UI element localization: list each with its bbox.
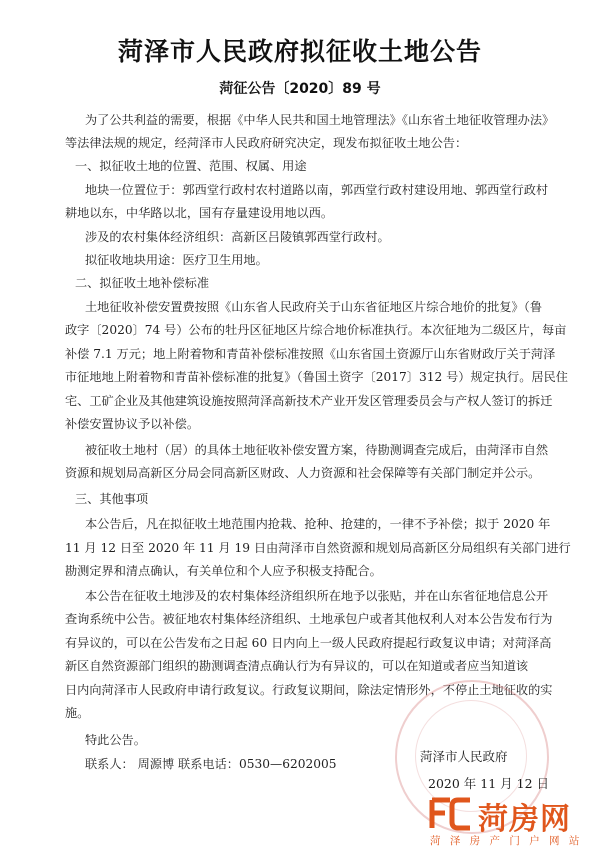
body-line: 新区自然资源部门组织的勘测调查清点确认行为有异议的，可以在知道或者应当知道该 xyxy=(65,659,529,673)
body-line: 耕地以东，中华路以北，国有存量建设用地以西。 xyxy=(65,206,334,220)
body-line: 11 月 12 日至 2020 年 11 月 19 日由菏泽市自然资源和规划局高新区分局组织有关部门进行 xyxy=(65,541,571,555)
issuing-authority: 菏泽市人民政府 xyxy=(420,749,508,764)
body-line: 政字〔2020〕74 号）公布的牡丹区征地区片综合地价标准执行。本次征地为二级区片，每亩 xyxy=(65,323,567,337)
body-line: 本公告在征收土地涉及的农村集体经济组织所在地予以张贴，并在山东省征地信息公开 xyxy=(85,589,549,603)
body-line: 施。 xyxy=(65,706,90,720)
body-line: 日内向菏泽市人民政府申请行政复议。行政复议期间，除法定情形外，不停止土地征收的实 xyxy=(65,683,553,697)
contact-line: 联系人： 周源博 联系电话：0530—6202005 xyxy=(85,757,337,771)
body-line: 土地征收补偿安置费按照《山东省人民政府关于山东省征地区片综合地价的批复》（鲁 xyxy=(85,300,543,314)
body-line: 等法律法规的规定，经菏泽市人民政府研究决定，现发布拟征收土地公告： xyxy=(65,136,468,150)
closing-line: 特此公告。 xyxy=(85,733,146,747)
body-line: 被征收土地村（居）的具体土地征收补偿安置方案，待勘测调查完成后，由菏泽市自然 xyxy=(85,443,549,457)
body-line: 补偿 7.1 万元；地上附着物和青苗补偿标准按照《山东省国土资源厅山东省财政厅关于菏泽 xyxy=(65,347,556,361)
body-line: 为了公共利益的需要，根据《中华人民共和国土地管理法》《山东省土地征收管理办法》 xyxy=(85,113,555,127)
body-line: 有异议的，可以在公告发布之日起 60 日内向上一级人民政府提起行政复议申请；对菏泽高 xyxy=(65,636,552,650)
body-line: 涉及的农村集体经济组织：高新区吕陵镇郭西堂行政村。 xyxy=(85,230,390,244)
logo-text: 菏房网 xyxy=(478,802,571,837)
body-line: 地块一位置位于：郭西堂行政村农村道路以南，郭西堂行政村建设用地、郭西堂行政村 xyxy=(85,183,549,197)
site-watermark-logo xyxy=(428,796,598,846)
body-line: 勘测定界和清点确认，有关单位和个人应予积极支持配合。 xyxy=(65,564,382,578)
body-line: 资源和规划局高新区分局会同高新区财政、人力资源和社会保障等有关部门制定并公示。 xyxy=(65,466,541,480)
section-heading: 二、拟征收土地补偿标准 xyxy=(75,276,210,290)
body-line: 本公告后，凡在拟征收土地范围内抢栽、抢种、抢建的，一律不予补偿；拟于 2020 年 xyxy=(85,517,551,531)
section-heading: 三、其他事项 xyxy=(75,492,149,506)
body-line: 补偿安置协议予以补偿。 xyxy=(65,417,200,431)
fc-logo-icon xyxy=(428,796,474,832)
logo-tagline: 菏 泽 房 产 门 户 网 站 xyxy=(430,835,583,847)
body-line: 拟征收地块用途：医疗卫生用地。 xyxy=(85,253,268,267)
body-line: 宅、工矿企业及其他建筑设施按照菏泽高新技术产业开发区管理委员会与产权人签订的拆迁 xyxy=(65,394,553,408)
issue-date: 2020 年 11 月 12 日 xyxy=(428,776,549,791)
document-number: 菏征公告〔2020〕89 号 xyxy=(219,81,381,97)
body-line: 查询系统中公告。被征地农村集体经济组织、土地承包户或者其他权利人对本公告发布行为 xyxy=(65,612,553,626)
document-title: 菏泽市人民政府拟征收土地公告 xyxy=(117,37,482,66)
section-heading: 一、拟征收土地的位置、范围、权属、用途 xyxy=(75,159,307,173)
body-line: 市征地地上附着物和青苗补偿标准的批复》（鲁国土资字〔2017〕312 号）规定执行。居民住 xyxy=(65,370,568,384)
